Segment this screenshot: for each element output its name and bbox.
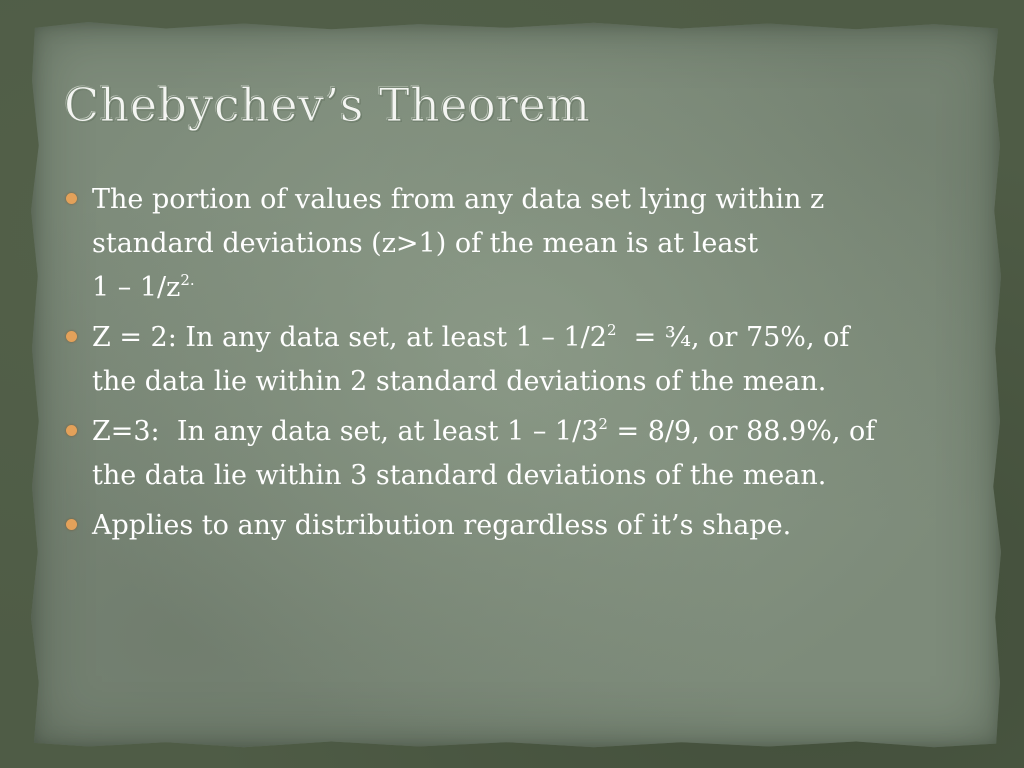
bullet-item-z2 [62,316,962,404]
bullet-text-line [92,316,962,360]
bullet-text-line: standard deviations (z>1) of the mean is at least [92,228,759,259]
text-segment: Z = 2: In any data set, at least 1 – 1/2 [92,322,607,353]
bullet-dot-icon [66,193,77,204]
exponent-superscript: 2 [598,415,608,433]
bullet-item-applies [62,504,962,548]
bullet-item-z3 [62,410,962,498]
text-segment: = ¾, or 75%, of [616,322,850,353]
text-segment: = 8/9, or 88.9%, of [607,416,876,447]
exponent-superscript: 2 [606,321,617,339]
bullet-dot-icon [66,519,77,530]
bullet-item-definition [62,178,962,310]
bullet-text-line: the data lie within 2 standard deviations of the mean. [92,366,827,397]
slide-title: Chebychev’s Theorem [64,78,591,132]
bullet-list [62,178,962,554]
bullet-dot-icon [66,425,77,436]
text-segment: Z=3: In any data set, at least 1 – 1/3 [92,416,599,447]
bullet-text-line [92,410,962,454]
formula-superscript: 2. [180,271,195,289]
bullet-text-line: the data lie within 3 standard deviations of the mean. [92,460,827,491]
bullet-text-line: The portion of values from any data set lying within z [92,184,825,215]
bullet-formula-line [92,266,962,310]
bullet-dot-icon [66,331,77,342]
formula-base: 1 – 1/z [92,272,181,303]
bullet-text-line: Applies to any distribution regardless of it’s shape. [92,510,792,541]
